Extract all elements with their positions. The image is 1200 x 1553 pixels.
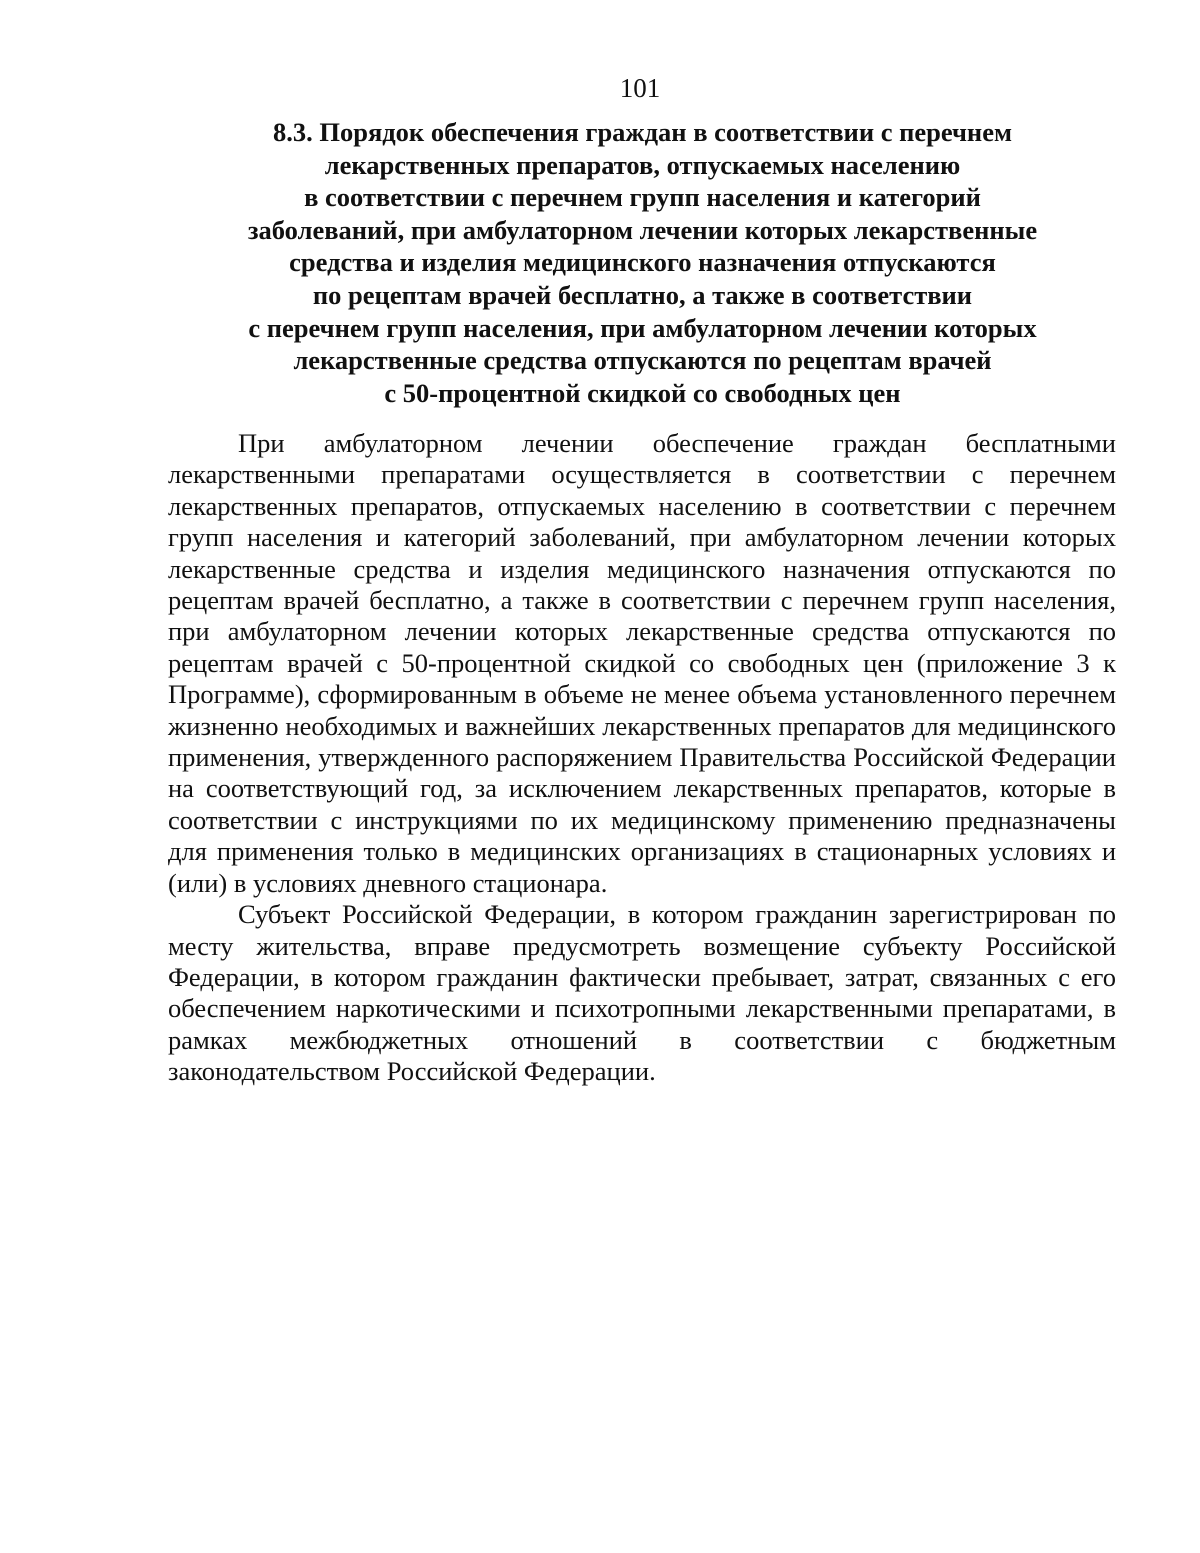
section-heading-line: в соответствии с перечнем групп населения и категорий xyxy=(304,182,981,213)
paragraph-cost-reimbursement: Субъект Российской Федерации, в котором гражданин зарегистрирован по месту жительства, вправе предусмотреть возмещение субъекту Российской Федерации, в котором гражданин фактически пребывает, затрат, связанных с его обеспечением наркотическими и психотропными лекарственными препаратами, в рамках межбюджетных отношений в соответствии с бюджетным законодательством Российской Федерации. xyxy=(168,899,1116,1087)
section-heading xyxy=(165,116,1120,409)
section-heading-line: лекарственных препаратов, отпускаемых населению xyxy=(324,149,961,180)
page-number: 101 xyxy=(619,73,661,103)
section-heading-line: лекарственные средства отпускаются по рецептам врачей xyxy=(293,345,992,376)
body-text xyxy=(168,428,1116,1088)
paragraph-medication-supply: При амбулаторном лечении обеспечение граждан бесплатными лекарственными препаратами осуществляется в соответствии с перечнем лекарственных препаратов, отпускаемых населению в соответствии с перечнем групп населения и категорий заболеваний, при амбулаторном лечении которых лекарственные средства и изделия медицинского назначения отпускаются по рецептам врачей бесплатно, а также в соответствии с перечнем групп населения, при амбулаторном лечении которых лекарственные средства отпускаются по рецептам врачей с 50-процентной скидкой со свободных цен (приложение 3 к Программе), сформированным в объеме не менее объема установленного перечнем жизненно необходимых и важнейших лекарственных препаратов для медицинского применения, утвержденного распоряжением Правительства Российской Федерации на соответствующий год, за исключением лекарственных препаратов, которые в соответствии с инструкциями по их медицинскому применению предназначены для применения только в медицинских организациях в стационарных условиях и (или) в условиях дневного стационара. xyxy=(168,428,1116,898)
section-heading-line: 8.3. Порядок обеспечения граждан в соответствии с перечнем xyxy=(272,117,1013,147)
section-heading-line: заболеваний, при амбулаторном лечении которых лекарственные xyxy=(247,214,1038,245)
section-heading-line: с перечнем групп населения, при амбулаторном лечении которых xyxy=(248,312,1037,343)
section-heading-line: средства и изделия медицинского назначения отпускаются xyxy=(289,247,996,278)
section-heading-line: по рецептам врачей бесплатно, а также в соответствии xyxy=(312,279,973,310)
section-heading-line: с 50-процентной скидкой со свободных цен xyxy=(384,377,901,408)
